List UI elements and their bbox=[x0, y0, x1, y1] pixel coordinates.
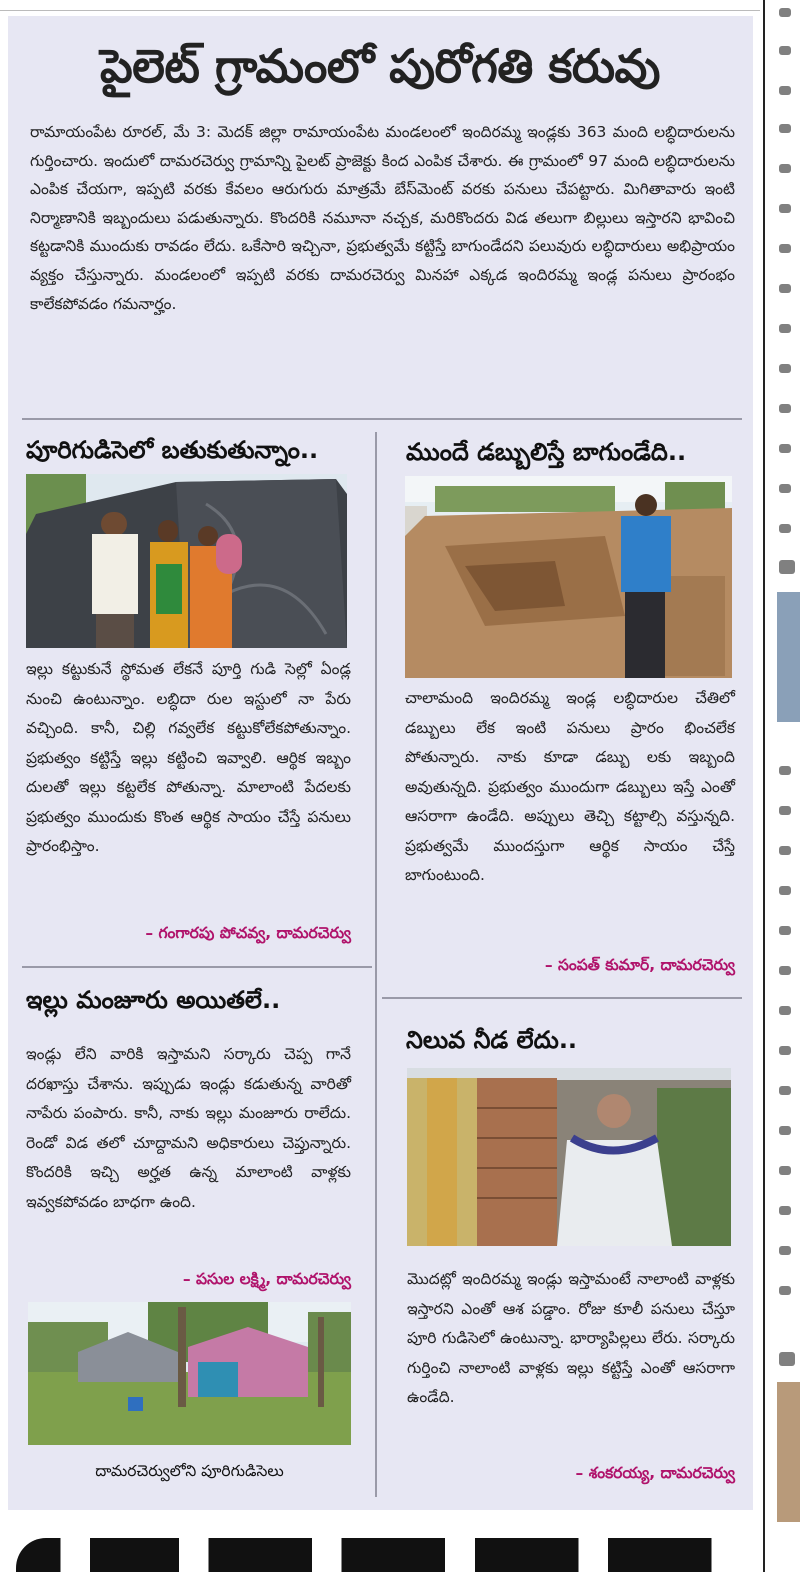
story-2-photo bbox=[405, 476, 732, 678]
story-1-byline: – గంగారపు పోచవ్వ, దామరచెర్వు bbox=[145, 924, 351, 942]
column-divider bbox=[763, 0, 765, 1572]
huts-photo-caption: దామరచెర్వులోని పూరిగుడిసెలు bbox=[95, 1462, 284, 1480]
top-rule bbox=[0, 10, 760, 11]
story-2-title: ముందే డబ్బులిస్తే బాగుండేది.. bbox=[406, 438, 687, 466]
article-lead: రామాయంపేట రూరల్, మే 3: మెదక్ జిల్లా రామాయంపేట మండలంలో ఇందిరమ్మ ఇండ్లకు 363 మంది లబ్ధిదారులను గుర్తించారు. ఇందులో దామరచెర్వు గ్రామాన్ని పైలట్ ప్రాజెక్టు కింద ఎంపిక చేశారు. ఈ గ్రామంలో 97 మంది లబ్ధిదారులను ఎంపిక చేయగా, ఇప్పటి వరకు కేవలం ఆరుగురు మాత్రమే బేస్‌మెంట్ వరకు పనులు చేపట్టారు. మిగితావారు ఇంటి నిర్మాణానికి ఇబ్బందులు పడుతున్నారు. కొందరికి నమూనా నచ్చక, మరికొందరు విడ తలుగా బిల్లులు ఇస్తారని భావించి కట్టడానికి ముందుకు రావడం లేదు. ఒకేసారి ఇచ్చినా, ప్రభుత్వమే కట్టిస్తే బాగుండేదని పలువురు లబ్ధిదారులు అభిప్రాయం వ్యక్తం చేస్తున్నారు. మండలంలో ఇప్పటి వరకు దామరచెర్వు మినహా ఎక్కడ ఇందిరమ్మ ఇండ్ల పనులు ప్రారంభం కాలేకపోవడం గమనార్హం. bbox=[30, 123, 735, 313]
story-2-body: చాలామంది ఇందిరమ్మ ఇండ్ల లబ్ధిదారుల చేతిలో డబ్బులు లేక ఇంటి పనులు ప్రారం భించలేక పోతున్నారు. నాకు కూడా డబ్బు లకు ఇబ్బంది అవుతున్నది. ప్రభుత్వం ముందుగా డబ్బులు ఇస్తే ఎంతో ఆసరాగా ఉండేది. అప్పులు తెచ్చి కట్టాల్సి వస్తున్నది. ప్రభుత్వమే ముందస్తుగా ఆర్థిక సాయం చేస్తే బాగుంటుంది. bbox=[405, 689, 735, 884]
adjacent-column-fragment bbox=[775, 0, 800, 1572]
story-4-body: మొదట్లో ఇందిరమ్మ ఇండ్లు ఇస్తామంటే నాలాంటి వాళ్లకు ఇస్తారని ఎంతో ఆశ పడ్డాం. రోజు కూలీ పనులు చేస్తూ పూరి గుడిసెలో ఉంటున్నా. భార్యాపిల్లలు లేరు. సర్కారు గుర్తించి నాలాంటి వాళ్లకు ఇల్లు కట్టిస్తే ఎంతో ఆసరాగా ఉండేది. bbox=[407, 1270, 735, 1406]
left-story-divider bbox=[22, 966, 372, 968]
story-2-byline: – సంపత్ కుమార్, దామరచెర్వు bbox=[544, 956, 735, 974]
story-1-title: పూరిగుడిసెలో బతుకుతున్నాం.. bbox=[26, 436, 319, 464]
story-4-byline: – శంకరయ్య, దామరచెర్వు bbox=[575, 1464, 735, 1482]
right-story-divider bbox=[382, 997, 742, 999]
article-headline: పైలెట్ గ్రామంలో పురోగతి కరువు bbox=[100, 39, 660, 93]
story-3-byline: – పసుల లక్ష్మి, దామరచెర్వు bbox=[182, 1270, 351, 1288]
story-3-body: ఇండ్లు లేని వారికి ఇస్తామని సర్కారు చెప్ప గానే దరఖాస్తు చేశాను. ఇప్పుడు ఇండ్లు కడుతున్న వారితో నాపేరు పంపారు. కానీ, నాకు ఇల్లు మంజూరు రాలేదు. రెండో విడ తలో చూద్దామని అధికారులు చెప్తున్నారు. కొందరికి ఇచ్చి అర్హత ఉన్న మాలాంటి వాళ్లకు ఇవ్వకపోవడం బాధగా ఉంది. bbox=[26, 1045, 351, 1211]
story-1-photo bbox=[26, 474, 347, 648]
story-3-title: ఇల్లు మంజూరు అయితలే.. bbox=[26, 986, 281, 1014]
story-4-photo bbox=[407, 1068, 731, 1246]
huts-photo bbox=[28, 1302, 351, 1445]
story-4-title: నిలువ నీడ లేదు.. bbox=[406, 1026, 578, 1054]
section-divider bbox=[22, 418, 742, 420]
story-1-body: ఇల్లు కట్టుకునే స్థోమత లేకనే పూర్తి గుడి సెల్లో ఏండ్ల నుంచి ఉంటున్నాం. లబ్ధిదా రుల ఇస్టులో నా పేరు వచ్చింది. కానీ, చిల్లి గవ్వలేక కట్టుకోలేకపోతున్నాం. ప్రభుత్వం కట్టిస్తే ఇల్లు కట్టించి ఇవ్వాలి. ఆర్థిక ఇబ్బం దులతో ఇల్లు కట్టలేక పోతున్నా. మాలాంటి పేదలకు ప్రభుత్వం ముందుకు కొంత ఆర్థిక సాయం చేస్తే పనులు ప్రారంభిస్తాం. bbox=[26, 660, 351, 855]
column-separator bbox=[375, 432, 377, 1497]
next-article-headline-fragment bbox=[16, 1524, 756, 1572]
